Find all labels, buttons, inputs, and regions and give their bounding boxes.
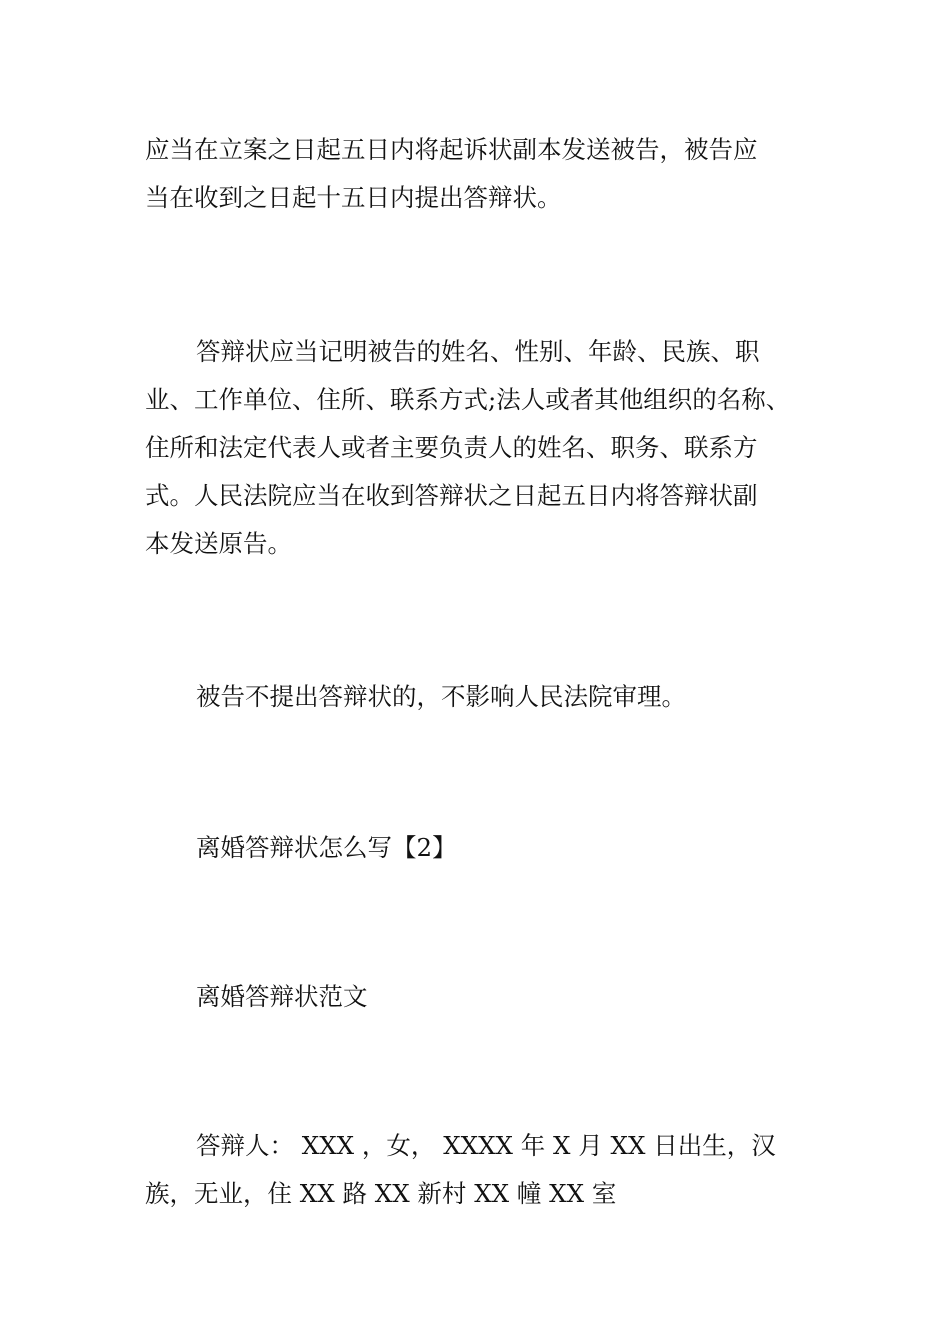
text-line: 业、工作单位、住所、联系方式;法人或者其他组织的名称、 bbox=[145, 385, 791, 414]
text-line: 答辩人： XXX ，女， XXXX 年 X 月 XX 日出生，汉 bbox=[196, 1131, 776, 1160]
text-line: 式。人民法院应当在收到答辩状之日起五日内将答辩状副 bbox=[145, 481, 758, 510]
section-heading bbox=[145, 824, 815, 872]
section-subheading bbox=[145, 973, 815, 1021]
paragraph-no-defense bbox=[145, 673, 815, 721]
text-line: 离婚答辩状范文 bbox=[196, 982, 368, 1011]
text-line: 离婚答辩状怎么写【2】 bbox=[196, 833, 457, 862]
paragraph-filing-deadline bbox=[145, 126, 815, 222]
text-line: 被告不提出答辩状的，不影响人民法院审理。 bbox=[196, 682, 686, 711]
paragraph-defense-contents bbox=[145, 328, 815, 568]
paragraph-respondent-info bbox=[145, 1122, 815, 1218]
text-line: 族，无业，住 XX 路 XX 新村 XX 幢 XX 室 bbox=[145, 1179, 617, 1208]
text-line: 本发送原告。 bbox=[145, 529, 292, 558]
text-line: 当在收到之日起十五日内提出答辩状。 bbox=[145, 183, 562, 212]
text-line: 答辩状应当记明被告的姓名、性别、年龄、民族、职 bbox=[196, 337, 760, 366]
text-line: 应当在立案之日起五日内将起诉状副本发送被告，被告应 bbox=[145, 135, 758, 164]
text-line: 住所和法定代表人或者主要负责人的姓名、职务、联系方 bbox=[145, 433, 758, 462]
